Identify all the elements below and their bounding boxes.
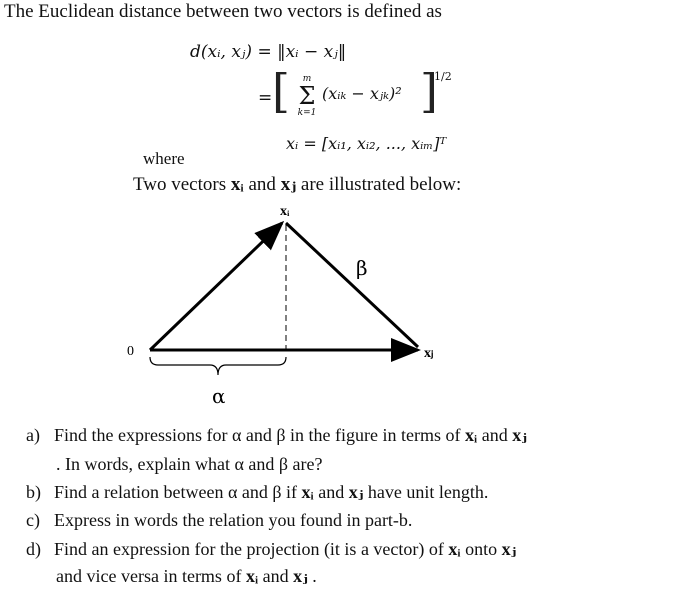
question-d (26, 539, 516, 560)
sigma-symbol: Σ (298, 82, 316, 110)
question-d-onto: onto (460, 539, 502, 559)
question-b-and: and (313, 482, 349, 502)
question-d-and: and (258, 566, 294, 586)
illustration-sentence (133, 173, 461, 196)
sum-upper-limit: m (302, 74, 312, 84)
sum-expression (256, 64, 476, 124)
illustration-and: and (243, 174, 281, 195)
xi-label: xᵢ (280, 204, 290, 219)
intro-text: The Euclidean distance between two vectors is defined as (4, 1, 442, 22)
question-d-line2-text: and vice versa in terms of (56, 566, 246, 586)
question-d-xj: xⱼ (501, 539, 517, 559)
question-a (26, 425, 527, 446)
question-b (26, 482, 488, 503)
equals-sign: = (258, 88, 273, 108)
sum-lower-limit: k=1 (297, 108, 317, 118)
beta-label: β (356, 256, 368, 280)
question-b-xi: xᵢ (301, 482, 314, 502)
power-exponent: 1/2 (434, 70, 452, 83)
question-b-label: b) (26, 482, 41, 502)
summation (296, 74, 318, 118)
question-d-xi-2: xᵢ (245, 566, 259, 586)
right-bracket: ] (420, 64, 438, 118)
question-a-line2: . In words, explain what α and β are? (56, 454, 323, 474)
where-text: where (143, 149, 185, 168)
alpha-label: α (212, 384, 226, 408)
question-d-xi: xᵢ (448, 539, 461, 559)
summand: (xᵢₖ − xⱼₖ)² (322, 84, 402, 103)
question-b-tail: have unit length. (363, 482, 489, 502)
question-d-label: d) (26, 539, 41, 559)
question-d-tail: . (307, 566, 317, 586)
vector-xi: xᵢ (230, 174, 244, 195)
question-c-label: c) (26, 510, 40, 530)
question-a-xj: xⱼ (512, 425, 527, 445)
question-c-text: Express in words the relation you found in part-b. (54, 510, 413, 530)
question-b-xj: xⱼ (348, 482, 364, 502)
question-c (26, 510, 412, 531)
question-d-xj-2: xⱼ (293, 566, 308, 586)
xj-label: xⱼ (424, 346, 434, 361)
vector-diagram (0, 195, 674, 420)
question-a-xi: xᵢ (465, 425, 478, 445)
left-bracket: [ (272, 64, 290, 118)
question-a-label: a) (26, 425, 40, 445)
vector-definition: xᵢ = [xᵢ₁, xᵢ₂, ..., xᵢₘ]ᵀ (286, 134, 447, 153)
difference-side (286, 223, 418, 347)
question-d-text: Find an expression for the projection (it is a vector) of (54, 539, 449, 559)
distance-equation: d(xᵢ, xⱼ) = ‖xᵢ − xⱼ‖ (190, 42, 347, 62)
illustration-suffix: are illustrated below: (296, 174, 462, 195)
vector-xj: xⱼ (280, 174, 297, 195)
alpha-brace (150, 357, 286, 375)
illustration-prefix: Two vectors (133, 174, 231, 195)
question-a-and: and (477, 425, 513, 445)
vector-xi-arrow (150, 223, 282, 350)
question-d-line2 (56, 566, 317, 587)
question-b-text: Find a relation between α and β if (54, 482, 302, 502)
question-a-text: Find the expressions for α and β in the figure in terms of (54, 425, 466, 445)
origin-label: 0 (127, 344, 134, 359)
